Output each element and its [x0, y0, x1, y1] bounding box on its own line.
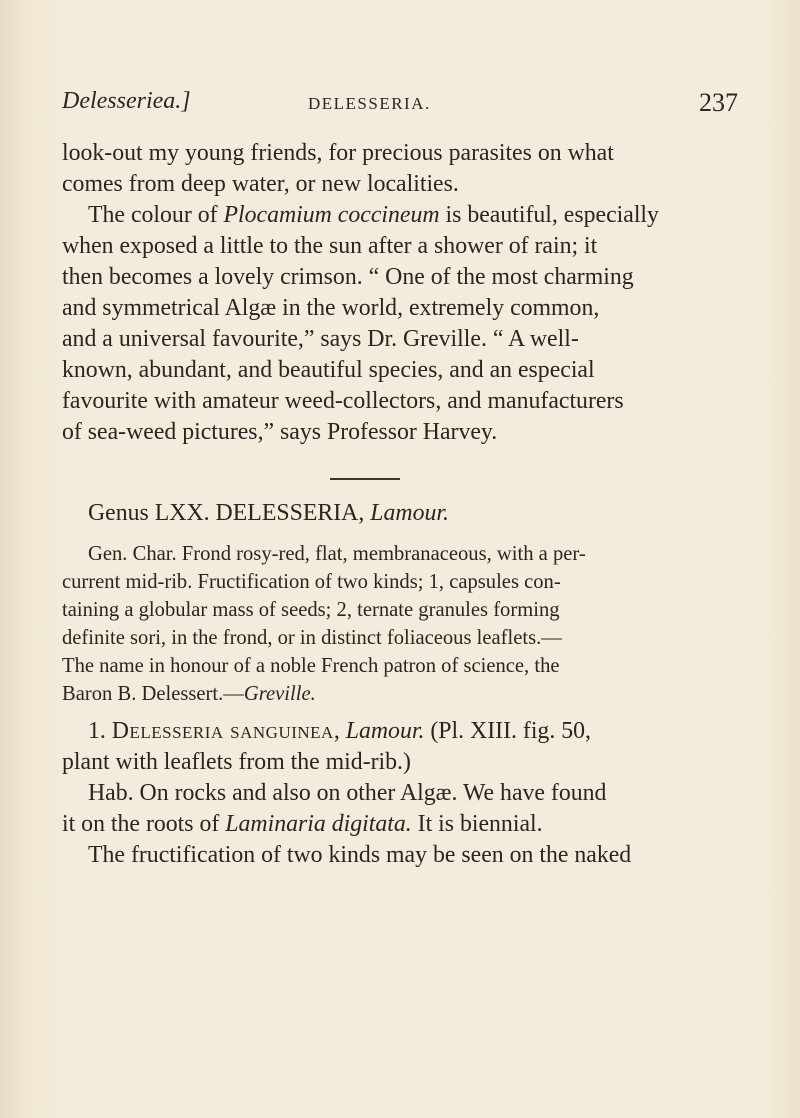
header-genus-title: DELESSERIA.	[308, 94, 431, 113]
text-line: favourite with amateur weed-collectors, and manufacturers	[62, 388, 624, 414]
header-section-title: Delesseriea.]	[62, 88, 191, 114]
authority-name: Greville.	[243, 683, 316, 705]
text-line: and a universal favourite,” says Dr. Greville. “ A well-	[62, 326, 579, 352]
text-line: taining a globular mass of seeds; 2, ternate granules forming	[62, 599, 560, 621]
text-line: then becomes a lovely crimson. “ One of the most charming	[62, 264, 634, 290]
text-line: of sea-weed pictures,” says Professor Harvey.	[62, 419, 498, 445]
text-line: Baron B. Delessert.—Greville.	[62, 683, 316, 705]
text-line: current mid-rib. Fructification of two kinds; 1, capsules con-	[62, 571, 561, 593]
text-line: The name in honour of a noble French patron of science, the	[62, 655, 560, 677]
genus-heading: Genus LXX. DELESSERIA, Lamour.	[88, 500, 449, 526]
text-line: comes from deep water, or new localities.	[62, 171, 459, 197]
species-title: Delesseria sanguinea	[111, 718, 334, 744]
species-name: Plocamium coccineum	[223, 202, 440, 228]
text-line: definite sori, in the frond, or in distinct foliaceous leaflets.—	[62, 627, 562, 649]
running-header	[62, 88, 742, 122]
species-entry: 1. Delesseria sanguinea, Lamour. (Pl. XIII. fig. 50,	[88, 718, 591, 744]
text-line: Gen. Char. Frond rosy-red, flat, membranaceous, with a per-	[88, 543, 586, 565]
species-name: Laminaria digitata.	[225, 811, 412, 837]
text-line: when exposed a little to the sun after a shower of rain; it	[62, 233, 598, 259]
text-line: it on the roots of Laminaria digitata. It is biennial.	[62, 811, 543, 837]
text-line: look-out my young friends, for precious parasites on what	[62, 140, 614, 166]
text-line: and symmetrical Algæ in the world, extremely common,	[62, 295, 600, 321]
genus-author: Lamour.	[370, 500, 449, 526]
text-line: The fructification of two kinds may be seen on the naked	[88, 842, 632, 868]
text-line: known, abundant, and beautiful species, and an especial	[62, 357, 595, 383]
text-line: The colour of Plocamium coccineum is beautiful, especially	[88, 202, 659, 228]
page-number: 237	[699, 88, 738, 117]
section-divider	[330, 478, 400, 480]
species-author: Lamour.	[345, 718, 425, 744]
text-line: Hab. On rocks and also on other Algæ. We have found	[88, 780, 607, 806]
text-line: plant with leaflets from the mid-rib.)	[62, 749, 411, 775]
